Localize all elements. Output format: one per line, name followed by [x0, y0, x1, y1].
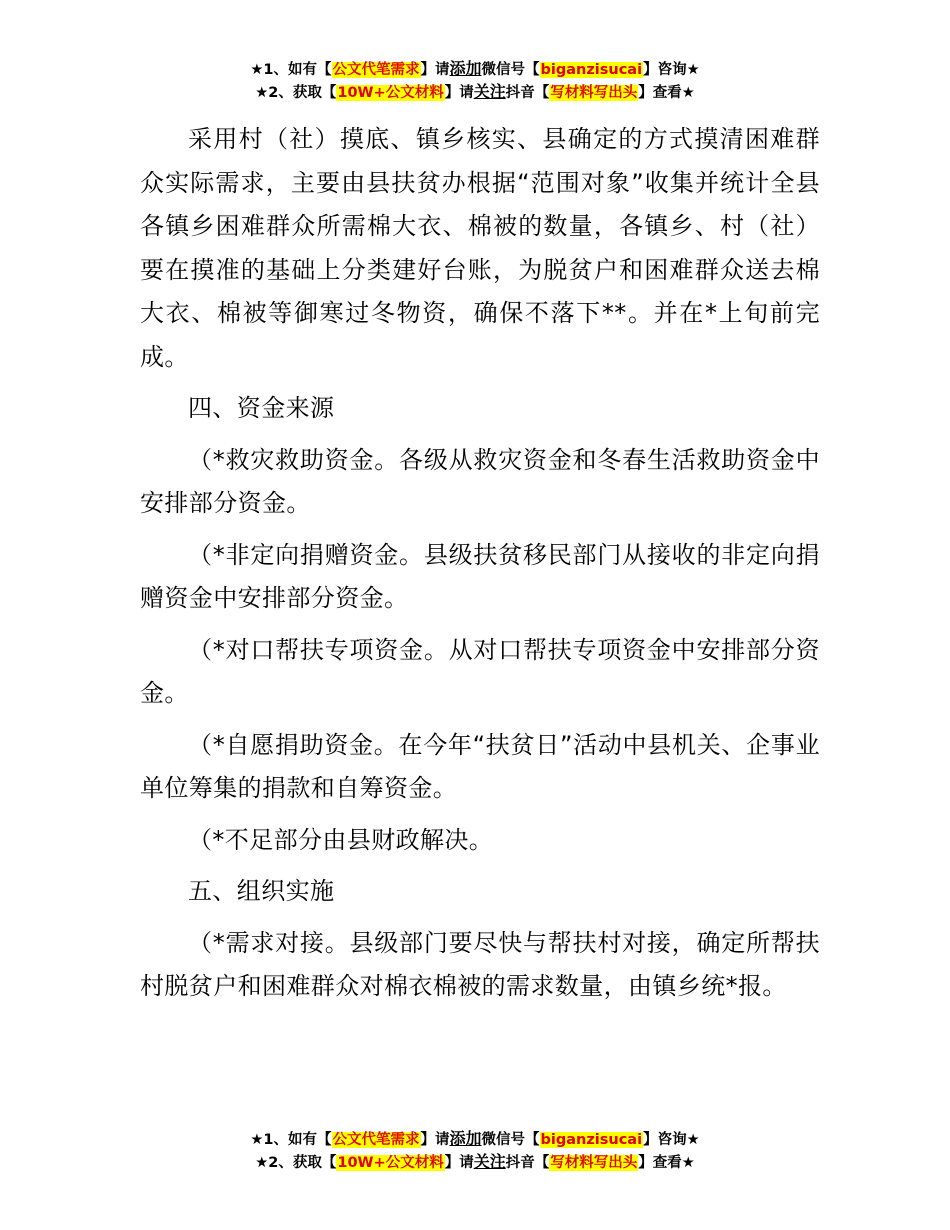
banner-text: 】请 — [420, 62, 450, 78]
paragraph: （*对口帮扶专项资金。从对口帮扶专项资金中安排部分资金。 — [140, 635, 820, 707]
paragraph: （*救灾救助资金。各级从救灾资金和冬春生活救助资金中安排部分资金。 — [140, 445, 820, 517]
highlight-wechat-id: biganzisucai — [540, 62, 643, 78]
banner-text: 抖音【 — [505, 1155, 550, 1171]
underlined-add: 添加 — [449, 59, 482, 78]
footer-banner — [0, 1128, 950, 1174]
banner-text: ★2、获取【 — [255, 1155, 337, 1171]
banner-line-1 — [0, 58, 950, 81]
banner-text: 微信号【 — [481, 62, 540, 78]
banner-text: 】请 — [444, 85, 474, 101]
banner-text: 】查看★ — [638, 1155, 695, 1171]
highlight-douyin: 写材料写出头 — [550, 85, 638, 101]
banner-line-2 — [0, 81, 950, 104]
paragraph: （*不足部分由县财政解决。 — [188, 825, 494, 854]
highlight-service: 公文代笔需求 — [332, 62, 420, 78]
underlined-follow: 关注 — [473, 82, 506, 101]
paragraph: （*自愿捐助资金。在今年“扶贫日”活动中县机关、企事业单位筹集的捐款和自筹资金。 — [140, 730, 820, 802]
banner-text: 抖音【 — [505, 85, 550, 101]
banner-text: 】查看★ — [638, 85, 695, 101]
highlight-service: 公文代笔需求 — [332, 1132, 420, 1148]
paragraph: （*非定向捐赠资金。县级扶贫移民部门从接收的非定向捐赠资金中安排部分资金。 — [140, 540, 820, 612]
paragraph: 采用村（社）摸底、镇乡核实、县确定的方式摸清困难群众实际需求，主要由县扶贫办根据“范围对象”收集并统计全县各镇乡困难群众所需棉大衣、棉被的数量，各镇乡、村（社）要在摸准的基础上分类建好台账，为脱贫户和困难群众送去棉大衣、棉被等御寒过冬物资，确保不落下**。并在*上旬前完成。 — [140, 125, 820, 371]
section-heading: 四、资金来源 — [188, 394, 335, 422]
document-body — [140, 118, 820, 1017]
banner-text: 】请 — [420, 1132, 450, 1148]
banner-line-2 — [0, 1151, 950, 1174]
banner-text: 】请 — [444, 1155, 474, 1171]
section-heading: 五、组织实施 — [188, 877, 335, 905]
header-banner — [0, 58, 950, 104]
highlight-materials: 10W+公文材料 — [337, 85, 444, 101]
highlight-wechat-id: biganzisucai — [540, 1132, 643, 1148]
underlined-add: 添加 — [449, 1129, 482, 1148]
banner-text: ★1、如有【 — [250, 62, 332, 78]
banner-text: 】咨询★ — [643, 1132, 700, 1148]
underlined-follow: 关注 — [473, 1152, 506, 1171]
banner-text: 微信号【 — [481, 1132, 540, 1148]
highlight-materials: 10W+公文材料 — [337, 1155, 444, 1171]
paragraph: （*需求对接。县级部门要尽快与帮扶村对接，确定所帮扶村脱贫户和困难群众对棉衣棉被的需求数量，由镇乡统*报。 — [140, 928, 820, 1000]
highlight-douyin: 写材料写出头 — [550, 1155, 638, 1171]
banner-line-1 — [0, 1128, 950, 1151]
banner-text: 】咨询★ — [643, 62, 700, 78]
banner-text: ★1、如有【 — [250, 1132, 332, 1148]
banner-text: ★2、获取【 — [255, 85, 337, 101]
